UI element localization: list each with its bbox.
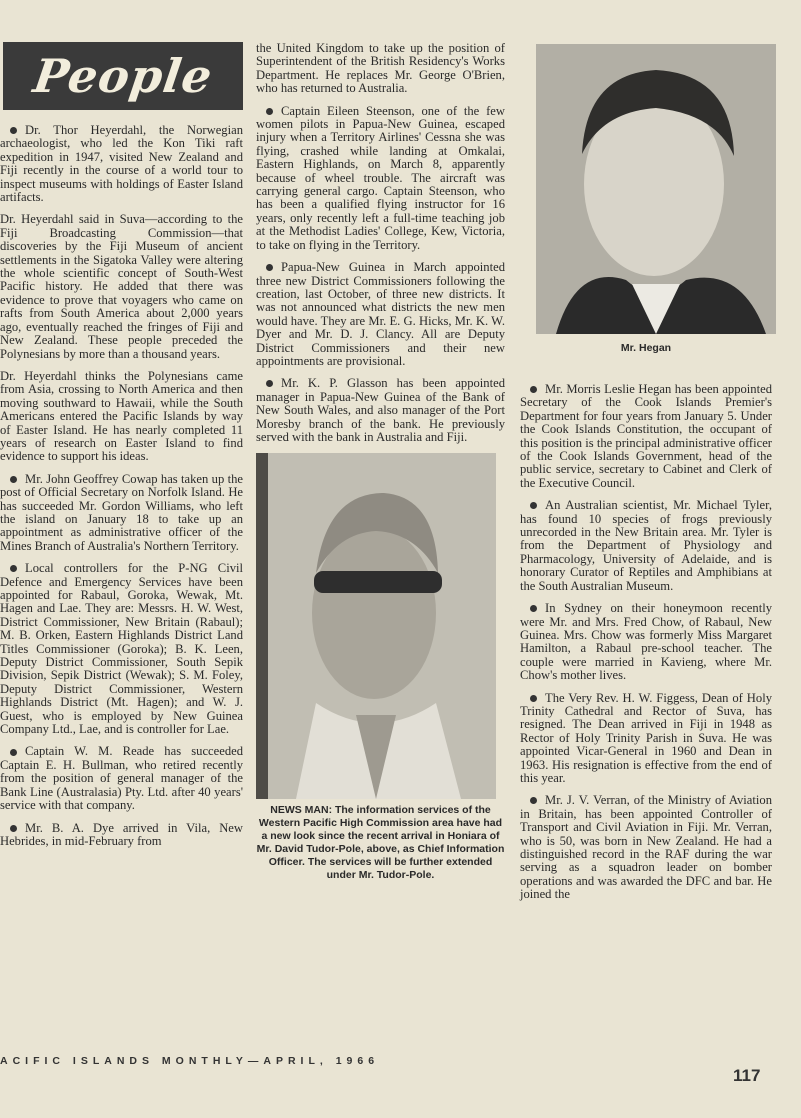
paragraph: Dr. Thor Heyerdahl, the Norwegian archaeologist, who led the Kon Tiki raft expedition in 1947, visited New Zealand and Fiji recently in the course of a world tour to inspect museums with holdings of Easter Island artifacts. <box>0 123 243 205</box>
paragraph: Mr. B. A. Dye arrived in Vila, New Hebrides, in mid-February from <box>0 820 243 848</box>
paragraph: Papua-New Guinea in March appointed three new District Commissioners following the creation, last October, of three new districts. It was not announced what districts the new men would have. They are Mr. E. G. Hicks, Mr. K. W. Dyer and Mr. D. J. Clancy. All are Deputy District Commissioners and their new appointments are provisional. <box>256 260 505 368</box>
column-middle <box>256 42 505 882</box>
bullet-icon <box>530 605 537 612</box>
paragraph: An Australian scientist, Mr. Michael Tyler, has found 10 species of frogs previously unrecorded in the New Britain area. Mr. Tyler is from the Department of Physiology and Pharmacology, University of Adelaide, and is honorary Curator of Reptiles and Amphibians at the South Australian Museum. <box>520 498 772 593</box>
column-left <box>0 42 243 857</box>
column-right <box>520 42 772 911</box>
bullet-icon <box>266 108 273 115</box>
bullet-icon <box>530 797 537 804</box>
paragraph: Captain Eileen Steenson, one of the few women pilots in Papua-New Guinea, escaped injury when a Territory Airlines' Cessna she was flying, crashed while landing at Omkalai, Eastern Highlands, on March 8, apparently because of wheel trouble. The aircraft was carrying general cargo. Captain Steenson, who has been a qualified flying instructor for 16 years, only recently left a full-time teaching job at the Methodist Ladies' College, Kew, Victoria, to take on flying in the Territory. <box>256 103 505 252</box>
running-footer: ACIFIC ISLANDS MONTHLY—APRIL, 1966 <box>0 1055 380 1067</box>
hegan-photo <box>536 44 776 334</box>
paragraph: Local controllers for the P-NG Civil Defence and Emergency Services have been appointed for Rabaul, Goroka, Wewak, Mt. Hagen and Lae. They are: Messrs. H. W. West, District Commissioner, New Britain (Rabaul); M. B. Orken, Eastern Highlands District Land Titles Commissioner (Goroka); B. K. Leen, Deputy District Commissioner, South Sepik Division, Sepik District (Wewak); S. M. Foley, Deputy District Commissioner, Western Highlands District (Mt. Hagen); and W. J. Guest, who is employed by New Guinea Company Ltd., Lae, and is controller for Lae. <box>0 561 243 737</box>
paragraph: Mr. John Geoffrey Cowap has taken up the post of Official Secretary on Norfolk Island. He has succeeded Mr. Gordon Williams, who left the island on January 18 to take up an appointment as administrative officer of the Mines Branch of Australia's Northern Territory. <box>0 471 243 553</box>
bullet-icon <box>10 565 17 572</box>
paragraph: Mr. Morris Leslie Hegan has been appointed Secretary of the Cook Islands Premier's Department for four years from January 5. Under the Cook Islands Constitution, the occupant of this position is the principal administrative officer of the Cook Islands Government, head of the public service, secretary to Cabinet and Clerk of the Executive Council. <box>520 382 772 490</box>
paragraph: Mr. K. P. Glasson has been appointed manager in Papua-New Guinea of the Bank of New South Wales, and also manager of the Port Moresby branch of the bank. He previously served with the bank in Australia and Fiji. <box>256 376 505 444</box>
bullet-icon <box>10 476 17 483</box>
page-number: 117 <box>733 1066 761 1085</box>
portrait-image <box>256 453 496 799</box>
paragraph: In Sydney on their honeymoon recently were Mr. and Mrs. Fred Chow, of Rabaul, New Guinea. Mrs. Chow was formerly Miss Margaret Hamilton, a Rabaul pre-school teacher. The couple were married in Kavieng, where Mr. Chow's mother lives. <box>520 601 772 683</box>
bullet-icon <box>266 380 273 387</box>
news-man-caption: NEWS MAN: The information services of the Western Pacific High Commission area have had a new look since the recent arrival in Honiara of Mr. David Tudor-Pole, above, as Chief Information Officer. The services will be further extended under Mr. Tudor-Pole. <box>256 804 505 882</box>
banner-title: People <box>30 49 216 103</box>
paragraph: Dr. Heyerdahl said in Suva—according to the Fiji Broadcasting Commission—that discoveries by the Fiji Museum of ancient settlements in the Sigatoka Valley were altering the whole scientific concept of South-West Pacific history. He added that there was evidence to prove that voyagers who came on rafts from South America about 2,000 years ago, eventually reached the fringes of Fiji and New Zealand. These people preceded the Polynesians by more than a thousand years. <box>0 212 243 361</box>
paragraph: Captain W. M. Reade has succeeded Captain E. H. Bullman, who retired recently from the position of general manager of the Bank Line (Australasia) Pty. Ltd. after 40 years' service with that company. <box>0 744 243 813</box>
column-right-text <box>520 383 772 902</box>
bullet-icon <box>10 825 17 832</box>
column-middle-text <box>256 42 505 444</box>
paragraph: The Very Rev. H. W. Figgess, Dean of Holy Trinity Cathedral and Rector of Suva, has resigned. The Dean arrived in Fiji in 1948 as Rector of Holy Trinity Parish in Suva. He was appointed Vicar-General in 1960 and Dean in 1963. His resignation is effective from the end of this year. <box>520 690 772 785</box>
bullet-icon <box>530 502 537 509</box>
news-man-photo <box>256 453 496 799</box>
bullet-icon <box>530 695 537 702</box>
column-left-text <box>0 124 243 848</box>
portrait-image <box>536 44 776 334</box>
bullet-icon <box>10 127 17 134</box>
paragraph: Mr. J. V. Verran, of the Ministry of Aviation in Britain, has been appointed Controller of Transport and Civil Aviation in Fiji. Mr. Verran, who is 50, was born in New Zealand. He had a distinguished record in the RAF during the war serving as a squadron leader on bomber operations and was awarded the DFC and bar. He joined the <box>520 793 772 902</box>
people-banner <box>3 42 243 110</box>
bullet-icon <box>266 264 273 271</box>
paragraph: the United Kingdom to take up the position of Superintendent of the British Residency's Works Department. He replaces Mr. George O'Brien, who has returned to Australia. <box>256 41 505 96</box>
bullet-icon <box>10 749 17 756</box>
hegan-caption: Mr. Hegan <box>620 342 672 354</box>
bullet-icon <box>530 386 537 393</box>
paragraph: Dr. Heyerdahl thinks the Polynesians came from Asia, crossing to North America and then moving southward to Hawaii, while the South Americans entered the Pacific Islands by way of Easter Island. He has nearly completed 11 years of research on Easter Island to find evidence to support his ideas. <box>0 368 243 464</box>
